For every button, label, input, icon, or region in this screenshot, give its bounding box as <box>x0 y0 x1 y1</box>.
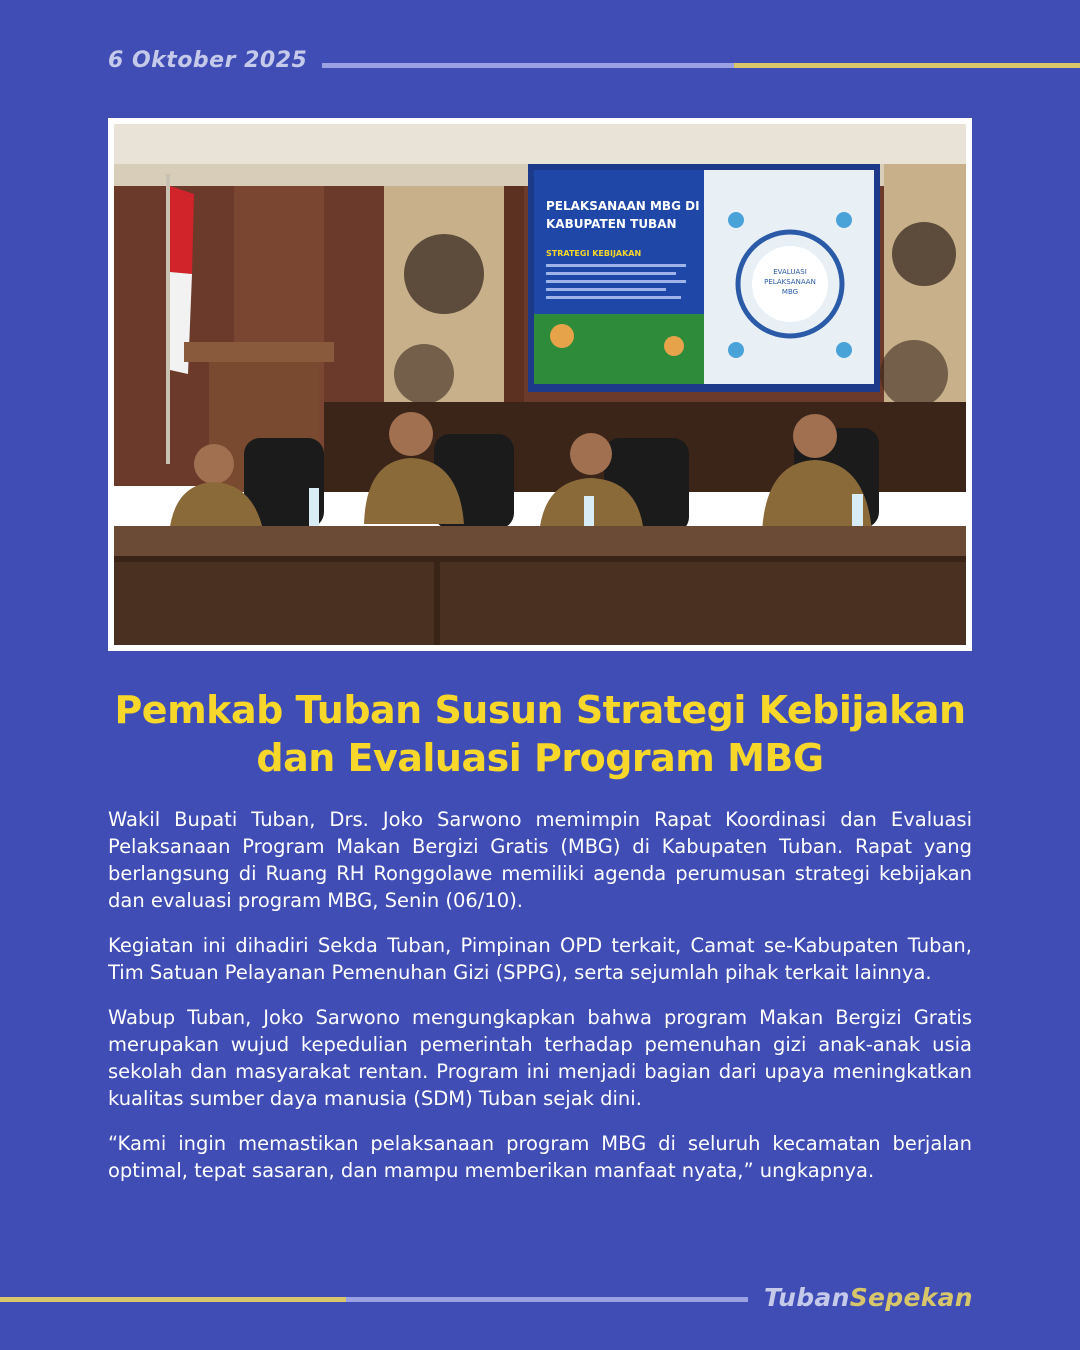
top-divider-gold <box>734 63 1080 68</box>
top-divider-blue <box>322 63 734 68</box>
paragraph-4: “Kami ingin memastikan pelaksanaan program MBG di seluruh kecamatan berjalan optimal, tepat sasaran, dan mampu memberikan manfaat nyata,” ungkapnya. <box>108 1132 972 1182</box>
slide-circle-line1: EVALUASI <box>773 268 807 276</box>
bottom-divider-gold <box>0 1297 346 1302</box>
brand-part2: Sepekan <box>849 1283 973 1312</box>
slide-circle-line3: MBG <box>781 288 799 296</box>
headline-line1: Pemkab Tuban Susun Strategi Kebijakan <box>114 688 966 732</box>
headline <box>60 686 1020 782</box>
slide-circle-line2: PELAKSANAAN <box>764 278 816 286</box>
meeting-photo <box>108 118 972 651</box>
paragraph-1: Wakil Bupati Tuban, Drs. Joko Sarwono memimpin Rapat Koordinasi dan Evaluasi Pelaksanaan Program Makan Bergizi Gratis (MBG) di Kabupaten Tuban. Rapat yang berlangsung di Ruang RH Ronggolawe memiliki agenda perumusan strategi kebijakan dan evaluasi program MBG, Senin (06/10). <box>108 808 972 912</box>
slide-subtitle: STRATEGI KEBIJAKAN <box>546 249 642 258</box>
post-date: 6 Oktober 2025 <box>108 48 308 73</box>
bottom-divider-blue <box>346 1297 748 1302</box>
slide-title-line1: PELAKSANAAN MBG DI <box>546 199 700 213</box>
headline-line2: dan Evaluasi Program MBG <box>256 736 824 780</box>
brand-part1: Tuban <box>764 1283 850 1312</box>
brand-logo <box>764 1283 973 1312</box>
article-body <box>108 806 972 1202</box>
slide-title-line2: KABUPATEN TUBAN <box>546 217 677 231</box>
paragraph-3: Wabup Tuban, Joko Sarwono mengungkapkan bahwa program Makan Bergizi Gratis merupakan wujud kepedulian pemerintah terhadap pemenuhan gizi anak-anak usia sekolah dan masyarakat rentan. Program ini menjadi bagian dari upaya meningkatkan kualitas sumber daya manusia (SDM) Tuban sejak dini. <box>108 1006 972 1110</box>
paragraph-2: Kegiatan ini dihadiri Sekda Tuban, Pimpinan OPD terkait, Camat se-Kabupaten Tuban, Tim Satuan Pelayanan Pemenuhan Gizi (SPPG), serta sejumlah pihak terkait lainnya. <box>108 934 972 984</box>
meeting-photo-illustration <box>114 124 966 645</box>
